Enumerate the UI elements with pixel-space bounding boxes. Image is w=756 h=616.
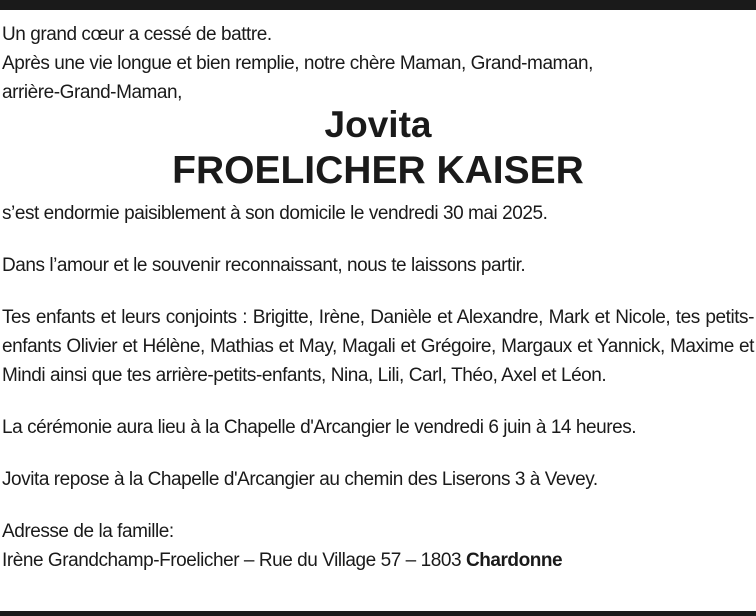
- intro-line-3: arrière-Grand-Maman,: [2, 82, 182, 103]
- family-address-line: [2, 546, 754, 575]
- intro-line-2: Après une vie longue et bien remplie, notre chère Maman, Grand-maman,: [2, 53, 593, 74]
- farewell-text: Dans l’amour et le souvenir reconnaissant, nous te laissons partir.: [2, 255, 526, 276]
- deceased-last-name: FROELICHER KAISER: [172, 149, 584, 192]
- deceased-first-name: Jovita: [324, 104, 432, 145]
- obituary-notice: [2, 20, 754, 575]
- family-address-street: Irène Grandchamp-Froelicher – Rue du Village 57 – 1803: [2, 550, 462, 571]
- bottom-border-rule: [0, 611, 756, 616]
- family-address-label: Adresse de la famille:: [2, 521, 174, 542]
- top-border-rule: [0, 0, 756, 10]
- rest-place-text: Jovita repose à la Chapelle d'Arcangier au chemin des Liserons 3 à Vevey.: [2, 469, 598, 490]
- family-address-town: Chardonne: [465, 550, 563, 571]
- ceremony-text: La cérémonie aura lieu à la Chapelle d'Arcangier le vendredi 6 juin à 14 heures.: [2, 417, 637, 438]
- intro-line-1: Un grand cœur a cessé de battre.: [2, 24, 272, 45]
- family-members-text: Tes enfants et leurs conjoints : Brigitte, Irène, Danièle et Alexandre, Mark et Nicole, tes petits-enfants Olivier et Hélène, Mathias et May, Magali et Grégoire, Margaux et Yannick, Maxime et Mindi ainsi que tes arrière-petits-enfants, Nina, Lili, Carl, Théo, Axel et Léon.: [2, 307, 754, 386]
- death-notice-text: s’est endormie paisiblement à son domicile le vendredi 30 mai 2025.: [2, 203, 548, 224]
